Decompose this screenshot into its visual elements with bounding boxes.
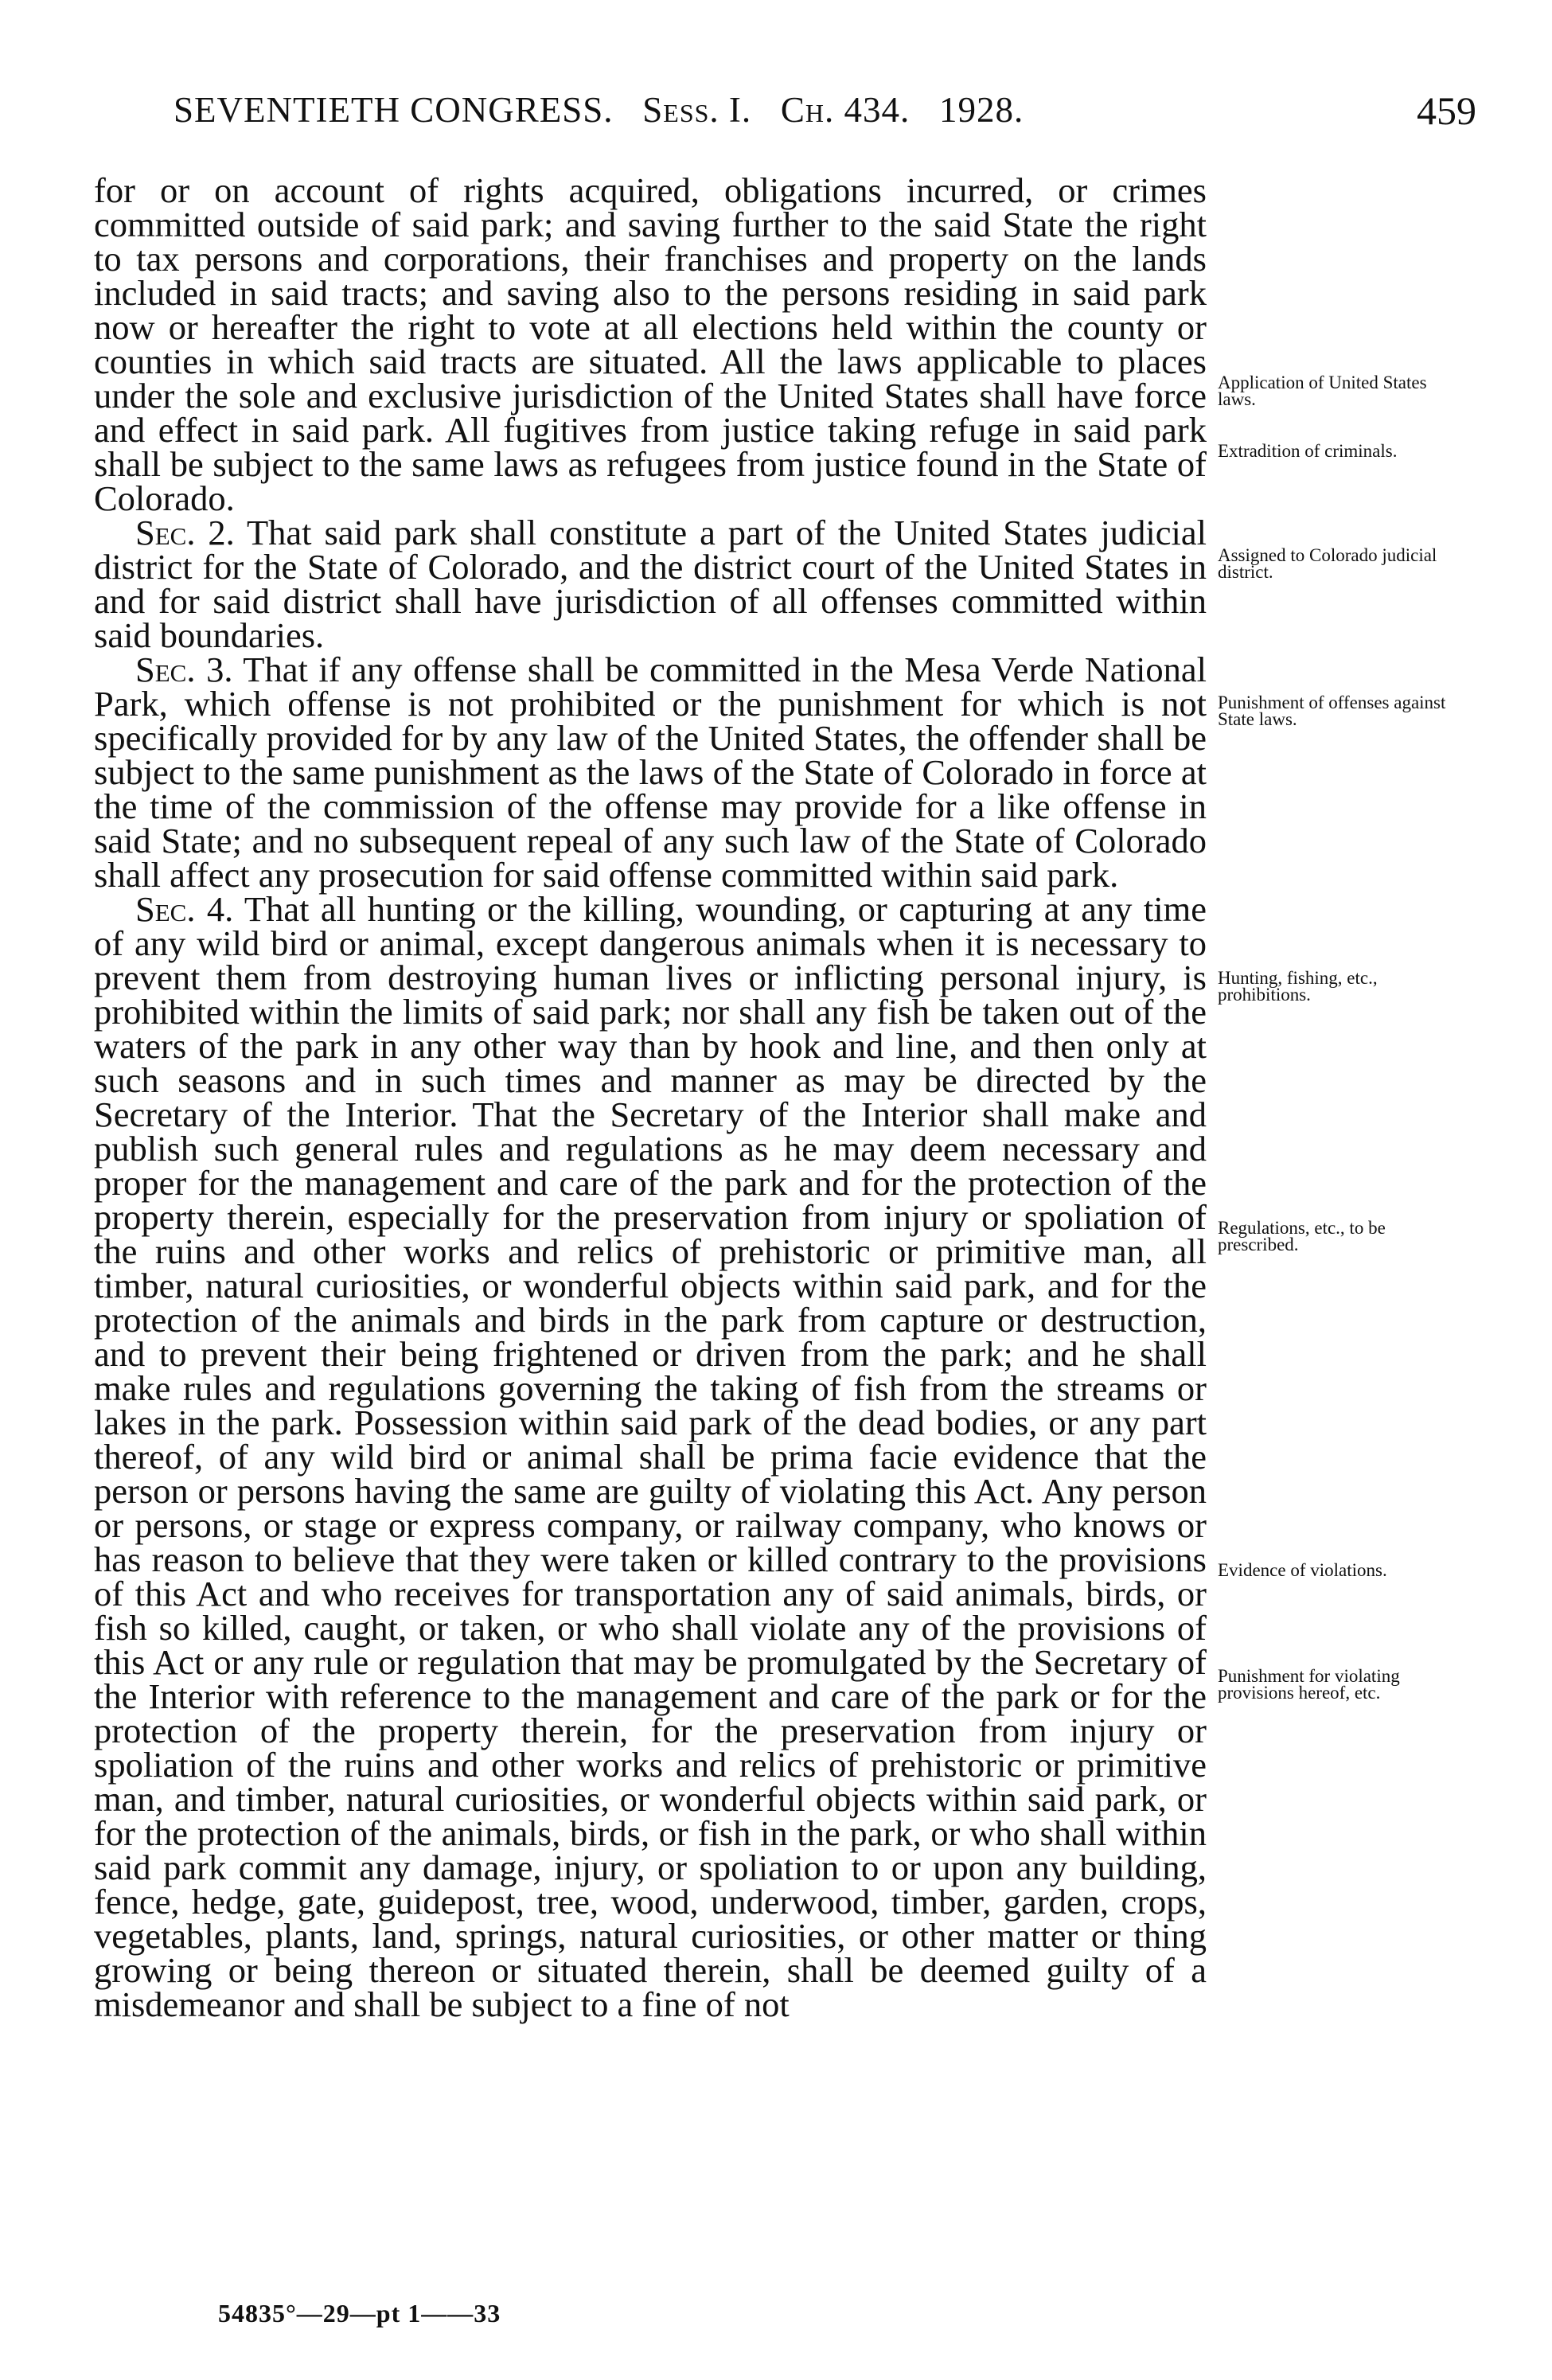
paragraph-continued xyxy=(94,170,1207,518)
session-label: Sess. I. xyxy=(642,90,752,130)
year-label: 1928. xyxy=(939,90,1024,130)
paragraph-text: for or on account of rights acquired, obligations incurred, or crimes committed outside of said park; and saving further to the said State the right to tax persons and corporations, their franchises and property on the lands included in said tracts; and saving also to the persons residing in said park now or hereafter the right to vote at all elections held within the county or counties in which said tracts are situated. All the laws applicable to places under the sole and exclusive jurisdiction of the United States shall have force and effect in said park. All fugitives from justice taking refuge in said park shall be subject to the same laws as refugees from justice found in the State of Colorado. xyxy=(94,170,1207,518)
margin-note-evidence: Evidence of violations. xyxy=(1218,1560,1387,1580)
paragraph-text: That said park shall constitute a part of the United States judicial district for the State of Colorado, and the district court of the United States in and for said district shall have jurisdiction of all offenses committed within said boundaries. xyxy=(94,513,1207,655)
section-label: Sec. 2. xyxy=(135,513,235,552)
congress-title: SEVENTIETH CONGRESS. xyxy=(174,90,614,130)
section-label: Sec. 4. xyxy=(135,889,234,929)
print-signature: 54835°—29—pt 1——33 xyxy=(218,2299,501,2327)
page-number: 459 xyxy=(1417,88,1476,133)
paragraph-text: That all hunting or the killing, wounding, or capturing at any time of any wild bird or animal, except dangerous animals when it is necessary to prevent them from destroying human lives or inflicting personal injury, is prohibited within the limits of said park; nor shall any fish be taken out of the waters of the park in any other way than by hook and line, and then only at such seasons and in such times and manner as may be directed by the Secretary of the Interior. That the Secretary of the Interior shall make and publish such general rules and regulations as he may deem necessary and proper for the management and care of the park and for the protection of the property therein, especially for the preservation from injury or spoliation of the ruins and other works and relics of prehistoric or primitive man, all timber, natural curiosities, or wonderful objects within said park, and for the protection of the animals and birds in the park from capture or destruction, and to prevent their being frightened or driven from the park; and he shall make rules and regulations governing the taking of fish from the streams or lakes in the park. Possession within said park of the dead bodies, or any part thereof, of any wild bird or animal shall be prima facie evidence that the person or persons having the same are guilty of violating this Act. Any person or persons, or stage or express company, or railway company, who knows or has reason to believe that they were taken or killed contrary to the provisions of this Act and who receives for transportation any of said animals, birds, or fish so killed, caught, or taken, or who shall violate any of the provisions of this Act or any rule or regulation that may be promulgated by the Secretary of the Interior with reference to the management and care of the park or for the protection of the property therein, for the preservation from injury or spoliation of the ruins and other works and relics of prehistoric or primitive man, and timber, natural curiosities, or wonderful objects within said park, or for the protection of the animals, birds, or fish in the park, or who shall within said park commit any damage, injury, or spoliation to or upon any building, fence, hedge, gate, guidepost, tree, wood, underwood, timber, garden, crops, vegetables, plants, land, springs, natural curiosities, or other matter or thing growing or being thereon or situated therein, shall be deemed guilty of a misdemeanor and shall be subject to a fine of not xyxy=(94,889,1207,2024)
paragraph-text: That if any offense shall be committed in the Mesa Verde National Park, which offense is not prohibited or the punishment for which is not specifically provided for by any law of the United States, the offender shall be subject to the same punishment as the laws of the State of Colorado in force at the time of the commission of the offense may provide for a like offense in said State; and no subsequent repeal of any such law of the State of Colorado shall affect any prosecution for said offense committed within said park. xyxy=(94,650,1207,895)
margin-note-punishment-provisions: Punishment for violating provisions hereof, etc. xyxy=(1218,1666,1400,1703)
running-title xyxy=(174,89,1024,131)
margin-note-application: Application of United States laws. xyxy=(1218,373,1427,409)
section-label: Sec. 3. xyxy=(135,650,233,689)
margin-note-punishment-state: Punishment of offenses against State laws. xyxy=(1218,693,1446,729)
margin-note-judicial: Assigned to Colorado judicial district. xyxy=(1218,545,1437,582)
section-4 xyxy=(94,889,1207,2024)
statute-body xyxy=(94,170,1207,2024)
margin-notes xyxy=(1218,0,1464,2380)
margin-note-extradition: Extradition of criminals. xyxy=(1218,441,1398,461)
chapter-label: Ch. 434. xyxy=(780,90,911,130)
section-3 xyxy=(94,650,1207,895)
margin-note-hunting: Hunting, fishing, etc., prohibitions. xyxy=(1218,968,1378,1005)
margin-note-regulations: Regulations, etc., to be prescribed. xyxy=(1218,1218,1386,1254)
section-2 xyxy=(94,513,1207,655)
